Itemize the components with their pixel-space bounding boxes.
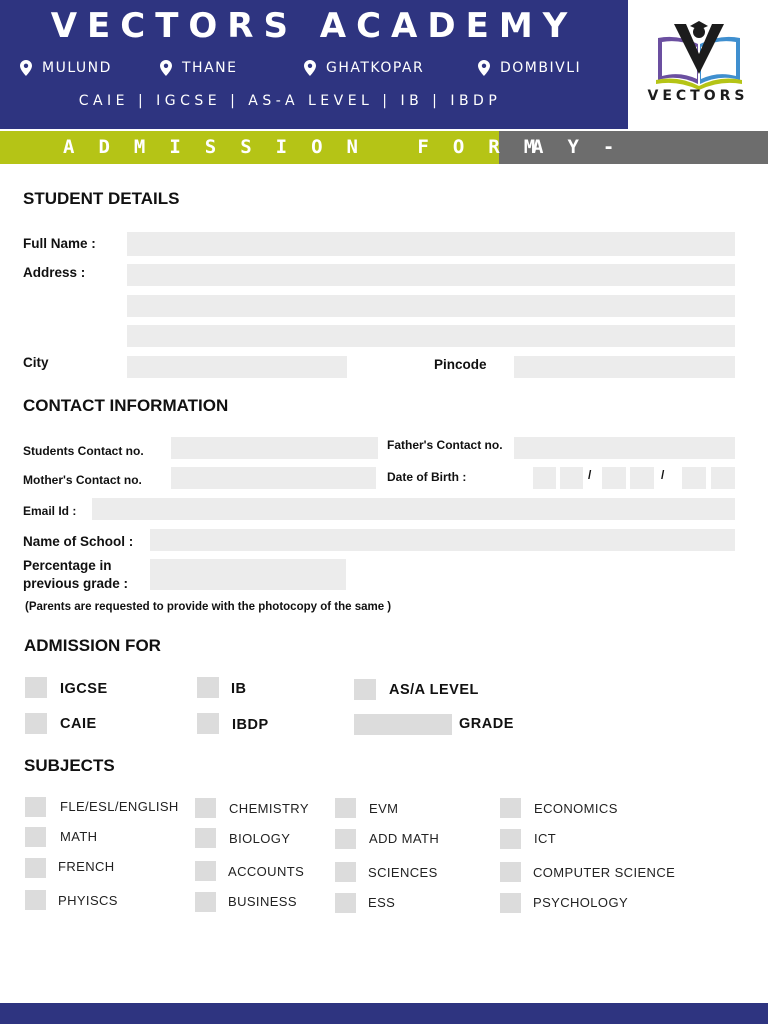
logo-wordmark: VECTORS bbox=[647, 88, 749, 104]
location-ghatkopar bbox=[304, 60, 424, 76]
subject-checkbox[interactable] bbox=[335, 798, 356, 818]
caie-label: CAIE bbox=[60, 716, 97, 732]
address-field-line1[interactable] bbox=[127, 264, 735, 286]
subject-checkbox[interactable] bbox=[195, 798, 216, 818]
subject-checkbox[interactable] bbox=[25, 858, 46, 878]
academic-year-label: AY- bbox=[532, 136, 639, 158]
ibdp-checkbox[interactable] bbox=[197, 713, 219, 734]
address-field-line2[interactable] bbox=[127, 295, 735, 317]
subject-checkbox[interactable] bbox=[500, 893, 521, 913]
subjects-heading: SUBJECTS bbox=[24, 756, 115, 775]
subject-checkbox[interactable] bbox=[335, 893, 356, 913]
location-label: THANE bbox=[182, 60, 238, 76]
dob-month-digit1[interactable] bbox=[602, 467, 626, 489]
dob-day-digit1[interactable] bbox=[533, 467, 556, 489]
location-label: GHATKOPAR bbox=[326, 60, 425, 76]
school-label: Name of School : bbox=[23, 534, 134, 549]
subject-checkbox[interactable] bbox=[500, 798, 521, 818]
dob-month-digit2[interactable] bbox=[630, 467, 654, 489]
location-thane bbox=[160, 60, 237, 76]
full-name-field[interactable] bbox=[127, 232, 735, 256]
dob-year-digit1[interactable] bbox=[682, 467, 706, 489]
email-label: Email Id : bbox=[23, 504, 77, 518]
grade-label: GRADE bbox=[459, 716, 514, 732]
subject-checkbox[interactable] bbox=[335, 829, 356, 849]
email-field[interactable] bbox=[92, 498, 735, 520]
subject-label: ESS bbox=[368, 895, 396, 910]
subject-label: PHYISCS bbox=[58, 893, 118, 908]
caie-checkbox[interactable] bbox=[25, 713, 47, 734]
subject-label: BIOLOGY bbox=[229, 831, 291, 846]
student-contact-field[interactable] bbox=[171, 437, 378, 459]
father-contact-field[interactable] bbox=[514, 437, 735, 459]
pincode-label: Pincode bbox=[434, 357, 487, 372]
subject-label: SCIENCES bbox=[368, 865, 438, 880]
subject-label: ECONOMICS bbox=[534, 801, 618, 816]
subject-checkbox[interactable] bbox=[25, 827, 46, 847]
percentage-label-line2: previous grade : bbox=[23, 576, 129, 591]
subject-checkbox[interactable] bbox=[25, 797, 46, 817]
dob-separator: / bbox=[588, 468, 592, 482]
location-pin-icon bbox=[304, 60, 316, 76]
subject-checkbox[interactable] bbox=[335, 862, 356, 882]
location-label: DOMBIVLI bbox=[500, 60, 582, 76]
subject-label: CHEMISTRY bbox=[229, 801, 309, 816]
boards-list: CAIE | IGCSE | AS-A LEVEL | IB | IBDP bbox=[78, 93, 502, 109]
subject-checkbox[interactable] bbox=[195, 828, 216, 848]
igcse-label: IGCSE bbox=[60, 681, 108, 697]
subject-label: ACCOUNTS bbox=[228, 864, 305, 879]
student-contact-label: Students Contact no. bbox=[23, 444, 144, 458]
location-dombivli bbox=[478, 60, 581, 76]
location-mulund bbox=[20, 60, 112, 76]
subject-label: PSYCHOLOGY bbox=[533, 895, 629, 910]
ib-checkbox[interactable] bbox=[197, 677, 219, 698]
full-name-label: Full Name : bbox=[23, 236, 96, 251]
academy-title: VECTORS ACADEMY bbox=[50, 6, 578, 46]
mother-contact-field[interactable] bbox=[171, 467, 376, 489]
grade-field[interactable] bbox=[354, 714, 452, 735]
student-details-heading: STUDENT DETAILS bbox=[23, 189, 180, 208]
dob-day-digit2[interactable] bbox=[560, 467, 583, 489]
subject-label: EVM bbox=[369, 801, 399, 816]
footer-bar bbox=[0, 1003, 768, 1024]
igcse-checkbox[interactable] bbox=[25, 677, 47, 698]
school-field[interactable] bbox=[150, 529, 735, 551]
admission-heading: ADMISSION FOR bbox=[24, 636, 161, 655]
location-pin-icon bbox=[478, 60, 490, 76]
subject-label: FRENCH bbox=[58, 859, 115, 874]
academy-logo-icon bbox=[652, 18, 746, 90]
location-pin-icon bbox=[160, 60, 172, 76]
subject-checkbox[interactable] bbox=[25, 890, 46, 910]
city-field[interactable] bbox=[127, 356, 347, 378]
location-label: MULUND bbox=[42, 60, 112, 76]
ib-label: IB bbox=[231, 681, 247, 697]
subject-checkbox[interactable] bbox=[500, 862, 521, 882]
father-contact-label: Father's Contact no. bbox=[387, 438, 503, 452]
subject-label: ADD MATH bbox=[369, 831, 440, 846]
as-a-level-label: AS/A LEVEL bbox=[389, 682, 479, 698]
ibdp-label: IBDP bbox=[232, 717, 269, 733]
percentage-label-line1: Percentage in bbox=[23, 558, 112, 573]
city-label: City bbox=[23, 355, 49, 370]
subject-checkbox[interactable] bbox=[500, 829, 521, 849]
pincode-field[interactable] bbox=[514, 356, 735, 378]
subject-label: COMPUTER SCIENCE bbox=[533, 865, 676, 880]
dob-year-digit2[interactable] bbox=[711, 467, 735, 489]
location-pin-icon bbox=[20, 60, 32, 76]
subject-label: FLE/ESL/ENGLISH bbox=[60, 799, 179, 814]
dob-label: Date of Birth : bbox=[387, 470, 467, 484]
address-label: Address : bbox=[23, 265, 86, 280]
dob-separator: / bbox=[661, 468, 665, 482]
percentage-field[interactable] bbox=[150, 559, 346, 590]
contact-info-heading: CONTACT INFORMATION bbox=[23, 396, 229, 415]
mother-contact-label: Mother's Contact no. bbox=[23, 473, 142, 487]
subject-label: MATH bbox=[60, 829, 98, 844]
as-a-level-checkbox[interactable] bbox=[354, 679, 376, 700]
photocopy-note: (Parents are requested to provide with the photocopy of the same ) bbox=[25, 601, 392, 613]
subject-checkbox[interactable] bbox=[195, 892, 216, 912]
form-title: ADMISSION FORM bbox=[63, 136, 560, 158]
address-field-line3[interactable] bbox=[127, 325, 735, 347]
subject-label: BUSINESS bbox=[228, 894, 297, 909]
subject-label: ICT bbox=[534, 831, 557, 846]
subject-checkbox[interactable] bbox=[195, 861, 216, 881]
logo-area bbox=[628, 0, 768, 129]
